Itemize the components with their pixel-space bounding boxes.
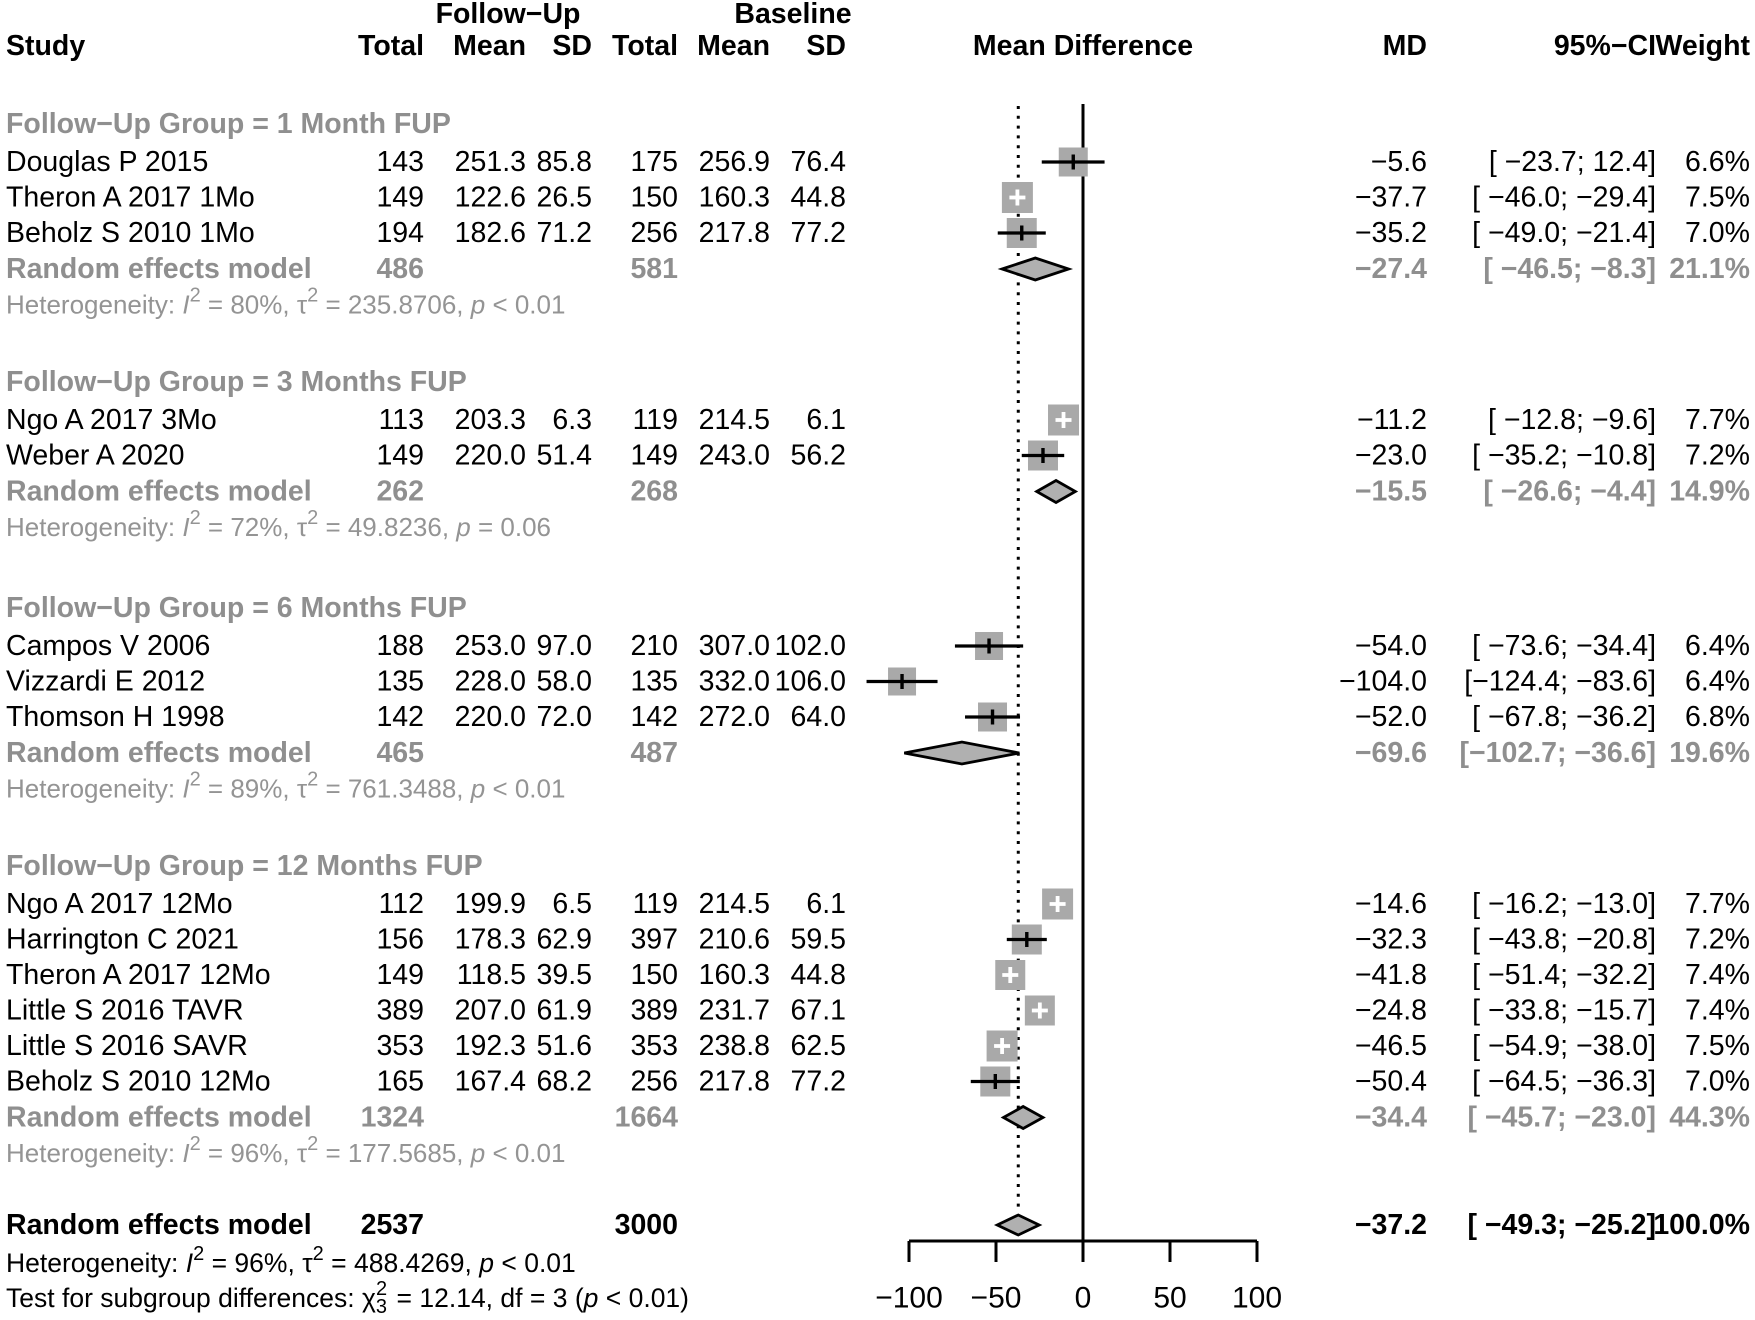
col-weight: 7.7%: [1685, 404, 1750, 436]
col-mean-baseline: 243.0: [698, 439, 770, 472]
col-sd-baseline: 6.1: [806, 888, 846, 920]
col-total-followup: 194: [376, 217, 424, 249]
col-sd-baseline: 44.8: [790, 181, 846, 214]
study-name: Vizzardi E 2012: [6, 665, 206, 698]
col-mean-followup: 182.6: [454, 217, 526, 249]
col-weight: 7.7%: [1685, 888, 1750, 920]
col-ci: [−102.7; −36.6]: [1459, 737, 1656, 769]
study-name: Little S 2016 TAVR: [6, 994, 244, 1027]
col-sd-baseline: 102.0: [774, 630, 846, 662]
subgroup-difference-test: Test for subgroup differences: $\chi_32 = 12.14$, df = 3 (p < 0.01): [6, 1278, 689, 1318]
col-weight: 6.4%: [1685, 665, 1750, 698]
col-mean-followup: 203.3: [454, 404, 526, 436]
col-total-baseline: 150: [630, 181, 678, 214]
study-name: Ngo A 2017 3Mo: [6, 404, 217, 436]
col-total-followup: 149: [376, 181, 424, 214]
col-mean-baseline: 332.0: [698, 665, 770, 698]
group-random-effects-label: Random effects model: [6, 475, 312, 508]
col-sd-followup: 68.2: [536, 1065, 592, 1098]
col-mean-followup: 251.3: [454, 146, 526, 178]
md-plus-v: [1016, 190, 1020, 206]
header-sd-baseline: SD: [806, 30, 846, 62]
col-ci: [ −16.2; −13.0]: [1472, 888, 1656, 920]
col-total-followup: 389: [376, 994, 424, 1027]
col-sd-baseline: 6.1: [806, 404, 846, 436]
col-mean-baseline: 256.9: [698, 146, 770, 178]
group-heterogeneity: Heterogeneity: $I^2 = 96\%$, $\tau^2 = 177.5685$, p < 0.01: [6, 1133, 566, 1168]
col-ci: [ −43.8; −20.8]: [1472, 923, 1656, 956]
study-name: Douglas P 2015: [6, 146, 209, 178]
col-ci: [ −67.8; −36.2]: [1472, 701, 1656, 733]
study-name: Campos V 2006: [6, 630, 211, 662]
col-total-followup: 156: [376, 923, 424, 956]
group-random-effects-label: Random effects model: [6, 1101, 312, 1134]
x-axis-tick-label: 0: [1074, 1281, 1092, 1315]
col-total-baseline: 268: [630, 475, 678, 508]
col-total-followup: 135: [376, 665, 424, 698]
col-total-followup: 112: [378, 888, 424, 920]
col-total-followup: 149: [376, 439, 424, 472]
study-name: Little S 2016 SAVR: [6, 1030, 248, 1062]
col-total-baseline: 175: [630, 146, 678, 178]
col-md: −14.6: [1354, 888, 1427, 920]
col-mean-followup: 199.9: [454, 888, 526, 920]
col-total-baseline: 210: [630, 630, 678, 662]
group-label: Follow−Up Group = 6 Months FUP: [6, 592, 467, 624]
col-total-baseline: 353: [630, 1030, 678, 1062]
header-total-baseline: Total: [612, 30, 678, 62]
col-sd-baseline: 76.4: [790, 146, 846, 178]
col-weight: 7.5%: [1685, 181, 1750, 214]
col-ci: [ −12.8; −9.6]: [1488, 404, 1656, 436]
col-mean-baseline: 272.0: [698, 701, 770, 733]
col-sd-followup: 85.8: [536, 146, 592, 178]
summary-diamond: [1003, 1107, 1042, 1129]
col-ci: [ −33.8; −15.7]: [1472, 994, 1656, 1027]
header-mean-baseline: Mean: [697, 30, 770, 62]
col-md: −41.8: [1354, 959, 1427, 991]
col-sd-baseline: 64.0: [790, 701, 846, 733]
x-axis-tick-label: 50: [1153, 1281, 1187, 1315]
col-mean-followup: 178.3: [454, 923, 526, 956]
col-sd-followup: 58.0: [536, 665, 592, 698]
md-tick: [1072, 155, 1075, 170]
col-sd-baseline: 77.2: [790, 217, 846, 249]
md-plus-v: [1056, 896, 1060, 912]
header-md: MD: [1382, 30, 1427, 62]
summary-diamond: [997, 1215, 1039, 1235]
col-weight: 6.8%: [1685, 701, 1750, 733]
study-name: Harrington C 2021: [6, 923, 239, 956]
col-weight: 21.1%: [1669, 253, 1750, 285]
col-mean-followup: 220.0: [454, 439, 526, 472]
col-mean-followup: 192.3: [454, 1030, 526, 1062]
col-total-followup: 149: [376, 959, 424, 991]
x-axis-tick-label: −100: [875, 1281, 943, 1315]
study-name: Beholz S 2010 12Mo: [6, 1065, 271, 1098]
col-total-baseline: 389: [630, 994, 678, 1027]
col-mean-baseline: 307.0: [698, 630, 770, 662]
col-ci: [ −54.9; −38.0]: [1472, 1030, 1656, 1062]
study-name: Thomson H 1998: [6, 701, 225, 733]
col-weight: 7.2%: [1685, 923, 1750, 956]
col-total-followup: 353: [376, 1030, 424, 1062]
col-sd-followup: 6.3: [552, 404, 592, 436]
md-tick: [1020, 226, 1023, 241]
col-sd-baseline: 106.0: [774, 665, 846, 698]
col-total-followup: 165: [376, 1065, 424, 1098]
col-mean-baseline: 214.5: [698, 404, 770, 436]
col-sd-baseline: 62.5: [790, 1030, 846, 1062]
header-study: Study: [6, 30, 86, 62]
col-total-followup: 2537: [360, 1209, 424, 1241]
col-sd-baseline: 44.8: [790, 959, 846, 991]
col-total-followup: 486: [376, 253, 424, 285]
col-mean-baseline: 217.8: [698, 1065, 770, 1098]
col-md: −15.5: [1354, 475, 1427, 508]
col-mean-baseline: 231.7: [698, 994, 770, 1027]
col-sd-followup: 72.0: [536, 701, 592, 733]
col-weight: 7.0%: [1685, 1065, 1750, 1098]
md-tick: [991, 710, 994, 725]
col-total-baseline: 397: [630, 923, 678, 956]
col-md: −37.2: [1354, 1209, 1427, 1241]
col-ci: [ −46.5; −8.3]: [1483, 253, 1656, 285]
col-mean-baseline: 214.5: [698, 888, 770, 920]
col-md: −11.2: [1357, 404, 1427, 436]
col-md: −32.3: [1354, 923, 1427, 956]
col-sd-baseline: 67.1: [790, 994, 846, 1027]
col-total-baseline: 256: [630, 1065, 678, 1098]
header-ci: 95%−CI: [1553, 30, 1656, 62]
header-followup: Follow−Up: [435, 0, 581, 30]
col-sd-followup: 97.0: [536, 630, 592, 662]
col-weight: 7.0%: [1685, 217, 1750, 249]
col-sd-baseline: 56.2: [790, 439, 846, 472]
col-weight: 7.5%: [1685, 1030, 1750, 1062]
col-total-followup: 1324: [360, 1101, 424, 1134]
col-mean-followup: 207.0: [454, 994, 526, 1027]
study-name: Theron A 2017 1Mo: [6, 181, 255, 214]
col-ci: [ −35.2; −10.8]: [1472, 439, 1656, 472]
col-ci: [ −49.0; −21.4]: [1472, 217, 1656, 249]
col-md: −24.8: [1354, 994, 1427, 1027]
md-tick: [1025, 932, 1028, 947]
col-total-baseline: 135: [630, 665, 678, 698]
col-mean-followup: 228.0: [454, 665, 526, 698]
col-sd-followup: 26.5: [536, 181, 592, 214]
col-md: −23.0: [1354, 439, 1427, 472]
header-mean-followup: Mean: [453, 30, 526, 62]
col-total-baseline: 119: [632, 404, 678, 436]
col-md: −35.2: [1354, 217, 1427, 249]
group-random-effects-label: Random effects model: [6, 253, 312, 285]
col-total-baseline: 487: [630, 737, 678, 769]
col-weight: 6.6%: [1685, 146, 1750, 178]
col-total-followup: 113: [378, 404, 424, 436]
col-total-followup: 142: [376, 701, 424, 733]
col-total-baseline: 150: [630, 959, 678, 991]
col-md: −54.0: [1354, 630, 1427, 662]
md-plus-v: [1038, 1003, 1042, 1019]
col-ci: [ −26.6; −4.4]: [1483, 475, 1656, 508]
x-axis-tick-label: −50: [970, 1281, 1022, 1315]
col-md: −37.7: [1354, 181, 1427, 214]
col-sd-followup: 51.4: [536, 439, 592, 472]
col-md: −50.4: [1354, 1065, 1427, 1098]
col-md: −34.4: [1354, 1101, 1427, 1134]
overall-random-effects-label: Random effects model: [6, 1209, 312, 1241]
md-plus-v: [1008, 967, 1012, 983]
col-sd-followup: 6.5: [552, 888, 592, 920]
col-total-baseline: 3000: [614, 1209, 678, 1241]
col-ci: [ −45.7; −23.0]: [1467, 1101, 1656, 1134]
study-name: Ngo A 2017 12Mo: [6, 888, 233, 920]
col-mean-baseline: 238.8: [698, 1030, 770, 1062]
col-mean-followup: 220.0: [454, 701, 526, 733]
col-mean-followup: 253.0: [454, 630, 526, 662]
col-mean-baseline: 160.3: [698, 959, 770, 991]
header-baseline: Baseline: [734, 0, 852, 30]
group-heterogeneity: Heterogeneity: $I^2 = 80\%$, $\tau^2 = 235.8706$, p < 0.01: [6, 284, 566, 320]
col-total-followup: 262: [376, 475, 424, 508]
col-total-baseline: 142: [630, 701, 678, 733]
md-plus-v: [1062, 412, 1066, 428]
col-ci: [ −73.6; −34.4]: [1472, 630, 1656, 662]
col-total-baseline: 149: [630, 439, 678, 472]
col-ci: [ −46.0; −29.4]: [1472, 181, 1656, 214]
group-heterogeneity: Heterogeneity: $I^2 = 72\%$, $\tau^2 = 49.8236$, p = 0.06: [6, 507, 551, 542]
study-name: Weber A 2020: [6, 439, 185, 472]
col-total-followup: 188: [376, 630, 424, 662]
header-sd-followup: SD: [552, 30, 592, 62]
col-weight: 7.2%: [1685, 439, 1750, 472]
col-ci: [−124.4; −83.6]: [1464, 665, 1656, 698]
study-name: Beholz S 2010 1Mo: [6, 217, 255, 249]
col-sd-followup: 39.5: [536, 959, 592, 991]
col-md: −27.4: [1354, 253, 1427, 285]
col-total-baseline: 1664: [614, 1101, 678, 1134]
col-sd-baseline: 77.2: [790, 1065, 846, 1098]
col-weight: 6.4%: [1685, 630, 1750, 662]
md-plus-v: [1000, 1038, 1004, 1054]
summary-diamond: [1002, 258, 1068, 280]
col-ci: [ −23.7; 12.4]: [1488, 146, 1656, 178]
col-mean-baseline: 160.3: [698, 181, 770, 214]
col-sd-followup: 71.2: [536, 217, 592, 249]
col-sd-followup: 61.9: [536, 994, 592, 1027]
col-ci: [ −49.3; −25.2]: [1467, 1209, 1656, 1241]
col-mean-followup: 167.4: [454, 1065, 526, 1098]
col-weight: 7.4%: [1685, 959, 1750, 991]
md-tick: [994, 1074, 997, 1089]
col-total-baseline: 581: [630, 253, 678, 285]
summary-diamond: [904, 742, 1019, 764]
summary-diamond: [1037, 481, 1076, 503]
group-label: Follow−Up Group = 3 Months FUP: [6, 366, 467, 398]
col-sd-baseline: 59.5: [790, 923, 846, 956]
header-total-followup: Total: [358, 30, 424, 62]
col-total-baseline: 256: [630, 217, 678, 249]
col-md: −69.6: [1354, 737, 1427, 769]
col-weight: 100.0%: [1653, 1209, 1750, 1241]
col-mean-baseline: 210.6: [698, 923, 770, 956]
col-total-followup: 143: [376, 146, 424, 178]
col-md: −5.6: [1370, 146, 1427, 178]
col-total-followup: 465: [376, 737, 424, 769]
col-md: −46.5: [1354, 1030, 1427, 1062]
md-tick: [900, 674, 903, 689]
col-weight: 44.3%: [1669, 1101, 1750, 1134]
x-axis-tick-label: 100: [1231, 1281, 1283, 1315]
col-total-baseline: 119: [632, 888, 678, 920]
group-random-effects-label: Random effects model: [6, 737, 312, 769]
study-name: Theron A 2017 12Mo: [6, 959, 271, 991]
col-sd-followup: 51.6: [536, 1030, 592, 1062]
col-weight: 14.9%: [1669, 475, 1750, 508]
overall-heterogeneity: Heterogeneity: $I^2 = 96\%$, $\tau^2 = 488.4269$, p < 0.01: [6, 1243, 576, 1278]
col-md: −104.0: [1339, 665, 1427, 698]
md-tick: [1041, 448, 1044, 463]
col-md: −52.0: [1354, 701, 1427, 733]
col-ci: [ −64.5; −36.3]: [1472, 1065, 1656, 1098]
md-tick: [987, 639, 990, 654]
group-label: Follow−Up Group = 1 Month FUP: [6, 108, 451, 140]
col-weight: 7.4%: [1685, 994, 1750, 1027]
col-mean-baseline: 217.8: [698, 217, 770, 249]
col-sd-followup: 62.9: [536, 923, 592, 956]
col-ci: [ −51.4; −32.2]: [1472, 959, 1656, 991]
col-mean-followup: 118.5: [456, 959, 526, 991]
col-mean-followup: 122.6: [454, 181, 526, 214]
group-label: Follow−Up Group = 12 Months FUP: [6, 850, 483, 882]
header-weight: Weight: [1655, 30, 1750, 62]
header-mean-difference: Mean Difference: [972, 30, 1194, 62]
group-heterogeneity: Heterogeneity: $I^2 = 89\%$, $\tau^2 = 761.3488$, p < 0.01: [6, 768, 566, 804]
col-weight: 19.6%: [1669, 737, 1750, 769]
